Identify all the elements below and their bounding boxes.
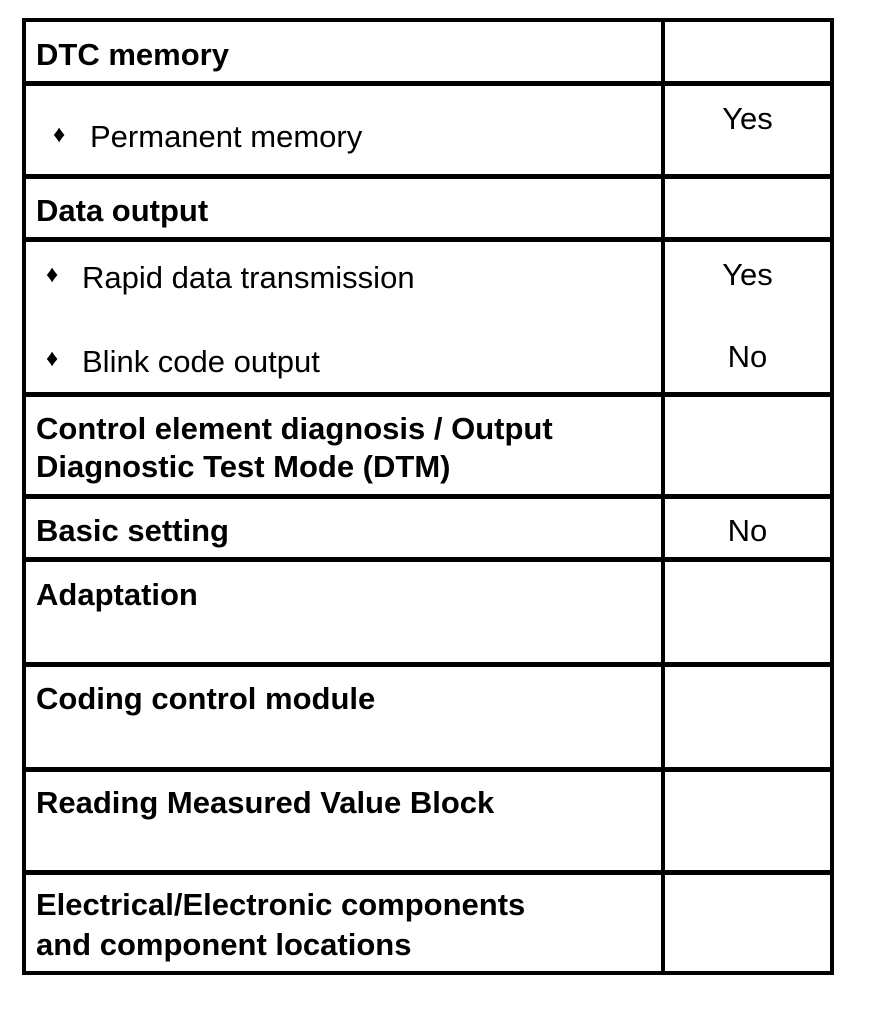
row-divider	[26, 392, 830, 397]
row-divider	[26, 767, 830, 772]
row-value-permanent-memory: Yes	[722, 101, 773, 136]
row-divider	[26, 494, 830, 499]
row-label-dtm: Diagnostic Test Mode (DTM)	[36, 449, 451, 484]
row-value-basic-setting: No	[727, 513, 768, 548]
diamond-bullet-icon: ♦	[46, 261, 59, 288]
row-label-reading-measured-value-block: Reading Measured Value Block	[36, 785, 495, 820]
row-divider	[26, 662, 830, 667]
row-label-component-locations: and component locations	[36, 927, 412, 962]
row-label-electrical-components: Electrical/Electronic components	[36, 887, 526, 922]
row-label-control-element-diagnosis: Control element diagnosis / Output	[36, 411, 553, 446]
row-label-blink-code-output: Blink code output	[82, 344, 320, 379]
row-label-data-output: Data output	[36, 193, 209, 228]
row-divider	[26, 870, 830, 875]
row-divider	[26, 557, 830, 562]
row-divider	[26, 237, 830, 242]
row-label-permanent-memory: Permanent memory	[90, 119, 363, 154]
row-label-basic-setting: Basic setting	[36, 513, 229, 548]
row-divider	[26, 174, 830, 179]
row-label-dtc-memory: DTC memory	[36, 37, 229, 72]
diagnostic-functions-table	[22, 18, 834, 975]
row-label-rapid-data-transmission: Rapid data transmission	[82, 260, 415, 295]
row-label-coding-control-module: Coding control module	[36, 681, 376, 716]
diamond-bullet-icon: ♦	[53, 121, 66, 148]
diamond-bullet-icon: ♦	[46, 345, 59, 372]
row-divider	[26, 81, 830, 86]
row-value-rapid-data-transmission: Yes	[722, 257, 773, 292]
row-value-blink-code-output: No	[727, 339, 768, 374]
row-label-adaptation: Adaptation	[36, 577, 198, 612]
